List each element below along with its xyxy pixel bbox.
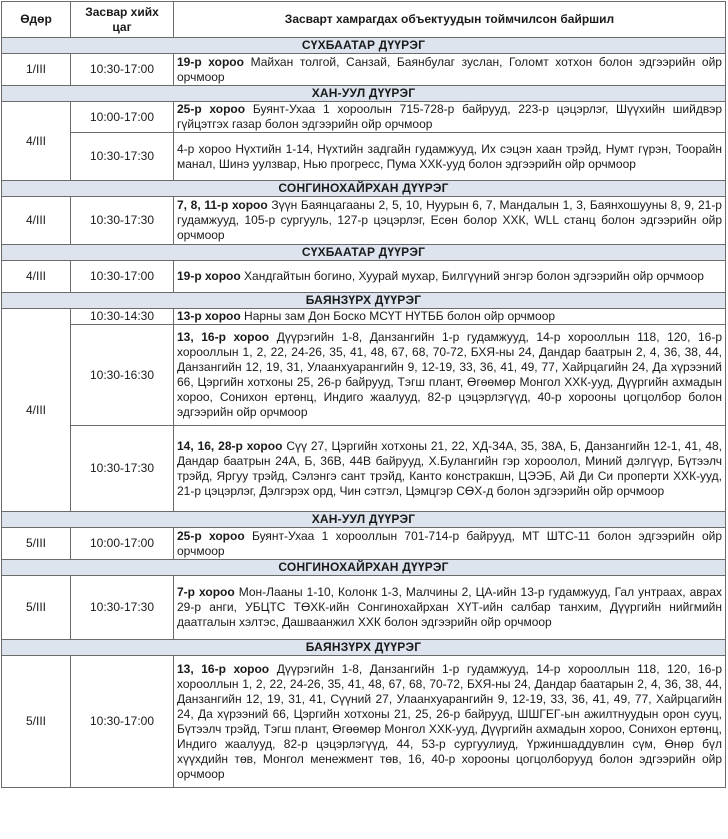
location-text: Майхан толгой, Санзай, Баянбулаг зуслан, Голомт хотхон болон эдгээрийн ойр орчмоор [177, 54, 722, 84]
table-row [2, 426, 726, 512]
time-cell: 10:30-17:00 [71, 54, 174, 86]
location-text: Буянт-Ухаа 1 хороолын 715-728-р байрууд, 223-р цэцэрлэг, Шүүхийн шийдвэр гүйцэтгэх газар болон эдгээрийн ойр орчмоор [177, 102, 722, 131]
district-header-row [2, 512, 726, 528]
location-cell [174, 197, 726, 245]
khoroo-label: 25-р хороо [177, 102, 246, 116]
district-name: СҮХБААТАР ДҮҮРЭГ [2, 38, 726, 54]
location-cell [174, 261, 726, 293]
header-location: Засварт хамрагдах объектуудын тоймчилсон байршил [174, 2, 726, 38]
date-cell: 1/III [2, 54, 71, 86]
table-row [2, 309, 726, 325]
district-name: ХАН-УУЛ ДҮҮРЭГ [2, 86, 726, 102]
khoroo-label: 19-р хороо [177, 54, 244, 69]
table-row [2, 133, 726, 181]
district-name: СҮХБААТАР ДҮҮРЭГ [2, 245, 726, 261]
location-text: Нарны зам Дон Боско МСҮТ НҮТББ болон ойр орчмоор [244, 309, 556, 323]
location-text: Сүү 27, Цэргийн хотхоны 21, 22, ХД-34А, 35, 38А, Б, Данзангийн 12-1, 41, 48, Дандар баатрын 24А, Б, 36В, 44В байрууд, Х.Булангийн гэр хороолол, Миний дэлгүүр, Бүтээлч трэйд, Яргуу трэйд, Сэлэнгэ сант трэйд, Канто констракшн, ЦЭЭБ, Ай Ди Си проперти ХХК-ууд, 21-р цэцэрлэг, Дэлгэрэх орд, Чин сэтгэл, Цэмцгэр СӨХ-д болон эдгээрийн ойр орчмоор [177, 438, 722, 498]
outage-schedule-table [1, 1, 726, 788]
district-name: БАЯНЗҮРХ ДҮҮРЭГ [2, 640, 726, 656]
date-cell: 5/III [2, 656, 71, 788]
header-time: Засвар хийх цаг [71, 2, 174, 38]
time-cell: 10:30-17:30 [71, 426, 174, 512]
location-cell [174, 528, 726, 560]
location-cell [174, 426, 726, 512]
time-cell: 10:30-17:30 [71, 197, 174, 245]
khoroo-label: 19-р хороо [177, 269, 241, 283]
location-text: Буянт-Ухаа 1 хорооллын 701-714-р байрууд, МТ ШТС-11 болон эдгээрийн ойр орчмоор [177, 528, 722, 558]
header-day: Өдөр [2, 2, 71, 38]
table-row [2, 576, 726, 640]
time-cell: 10:30-14:30 [71, 309, 174, 325]
table-row [2, 656, 726, 788]
time-cell: 10:30-16:30 [71, 325, 174, 426]
location-cell [174, 576, 726, 640]
time-cell: 10:00-17:00 [71, 528, 174, 560]
location-cell [174, 54, 726, 86]
khoroo-label: 7-р хороо [177, 585, 235, 599]
date-cell: 4/III [2, 309, 71, 512]
date-cell: 4/III [2, 102, 71, 181]
district-header-row [2, 86, 726, 102]
table-row [2, 325, 726, 426]
date-cell: 4/III [2, 261, 71, 293]
khoroo-label: 13-р хороо [177, 309, 241, 323]
location-text: Дүүрэгийн 1-8, Данзангийн 1-р гудамжууд, 14-р хорооллын 118, 120, 16-р хорооллын 1, 2, 22, 24-26, 35, 41, 48, 67, 68, 70-72, БХЯ-ны 24, Дандар баатрын 2, 4, 36, 38, 44, Данзангийн 12, 19, 31, Улаанхуарангийн 9, 12-19, 33, 36, 41, 49, 77, Хайрцагийн 24, Да хүрээний 66, Цэргийн хотхоны 25, 26-р байрууд, Тэгш плант, Өгөөмөр Монгол ХХК-ууд, Дүүргийн ахмадын хороо, Сонихон ертөнц, Индиго жаалууд, 82-р цэцэрлэгүүд, 40-р хорооны цогцолбор болон эдгээрийн ойр орчмоор [177, 330, 722, 419]
time-cell: 10:30-17:00 [71, 261, 174, 293]
time-cell: 10:30-17:00 [71, 656, 174, 788]
time-cell: 10:00-17:00 [71, 102, 174, 133]
district-header-row [2, 560, 726, 576]
date-cell: 4/III [2, 197, 71, 245]
khoroo-label: 13, 16-р хороо [177, 330, 270, 344]
time-cell: 10:30-17:30 [71, 133, 174, 181]
district-name: БАЯНЗҮРХ ДҮҮРЭГ [2, 293, 726, 309]
district-name: СОНГИНОХАЙРХАН ДҮҮРЭГ [2, 181, 726, 197]
khoroo-label: 7, 8, 11-р хороо [177, 198, 268, 212]
table-row [2, 528, 726, 560]
location-cell [174, 309, 726, 325]
table-body [2, 38, 726, 788]
district-header-row [2, 293, 726, 309]
district-name: ХАН-УУЛ ДҮҮРЭГ [2, 512, 726, 528]
time-cell: 10:30-17:30 [71, 576, 174, 640]
table-row [2, 261, 726, 293]
location-text: 4-р хороо Нүхтийн 1-14, Нүхтийн задгайн гудамжууд, Их сэцэн хаан трэйд, Нумт гүрэн, Тоорайн манал, Шинэ уулзвар, Нью прогресс, Пума ХХК-ууд болон эдгээрийн ойр орчмоор [177, 141, 722, 171]
district-header-row [2, 640, 726, 656]
location-text: Хандгайтын богино, Хуурай мухар, Билгүүний энгэр болон эдгээрийн ойр орчмоор [244, 269, 704, 283]
location-cell [174, 133, 726, 181]
table-row [2, 54, 726, 86]
location-text: Мон-Лааны 1-10, Колонк 1-3, Малчины 2, ЦА-ийн 13-р гудамжууд, Гал унтраах, аврах 29-р анги, УБЦТС ТӨХК-ийн Сонгинохайрхан ХҮТ-ийн салбар танхим, Дүүргийн нийгмийн даатгалын хэлтэс, Дашваанжил ХХК болон эдгээрийн ойр орчмоор [177, 585, 722, 629]
location-text: Зүүн Баянцагааны 2, 5, 10, Нуурын 6, 7, Мандалын 1, 3, Баянхошууны 8, 9, 21-р гудамжууд, 105-р сургууль, 127-р цэцэрлэг, Есөн болор ХХК, WLL станц болон эдгээрийн ойр орчмоор [177, 198, 722, 242]
table-row [2, 197, 726, 245]
khoroo-label: 14, 16, 28-р хороо [177, 438, 283, 453]
location-text: Дүүрэгийн 1-8, Данзангийн 1-р гудамжууд, 14-р хорооллын 118, 120, 16-р хорооллын 1, 2, 22, 24-26, 35, 41, 48, 67, 68, 70-72, БХЯ-ны 24, Дандар баатарын 2, 4, 36, 38, 44, Данзангийн 12, 19, 31, 41, Сүүний 27, Улаанхуарангийн 9, 12-19, 33, 36, 41, 49, 77, Хайрцагийн 24, Да хүрээний 66, Цэргийн хотхоны 21, 25, 26-р байрууд, ШШГЕГ-ын ажилтнуудын орон сууц, Бүтээлч трэйд, Тэгш плант, Өгөөмөр Монгол ХХК-ууд, Дүүргийн ахмадын хороо, Сонихон ертөнц, Индиго жаалууд, 82-р цэцэрлэгүүд, 44, 53-р сургуулиуд, Үржиншаддувлин сүм, Өнөр бүл хүүхдийн төв, Монгол менежмент төв, 16, 40-р хорооны цогцолборууд болон эдгээрийн ойр орчмоор [177, 661, 722, 781]
district-header-row [2, 245, 726, 261]
location-cell [174, 656, 726, 788]
location-cell [174, 325, 726, 426]
table-row [2, 102, 726, 133]
district-name: СОНГИНОХАЙРХАН ДҮҮРЭГ [2, 560, 726, 576]
khoroo-label: 13, 16-р хороо [177, 661, 270, 676]
table-header-row [2, 2, 726, 38]
location-cell [174, 102, 726, 133]
district-header-row [2, 38, 726, 54]
date-cell: 5/III [2, 528, 71, 560]
date-cell: 5/III [2, 576, 71, 640]
district-header-row [2, 181, 726, 197]
khoroo-label: 25-р хороо [177, 528, 245, 543]
